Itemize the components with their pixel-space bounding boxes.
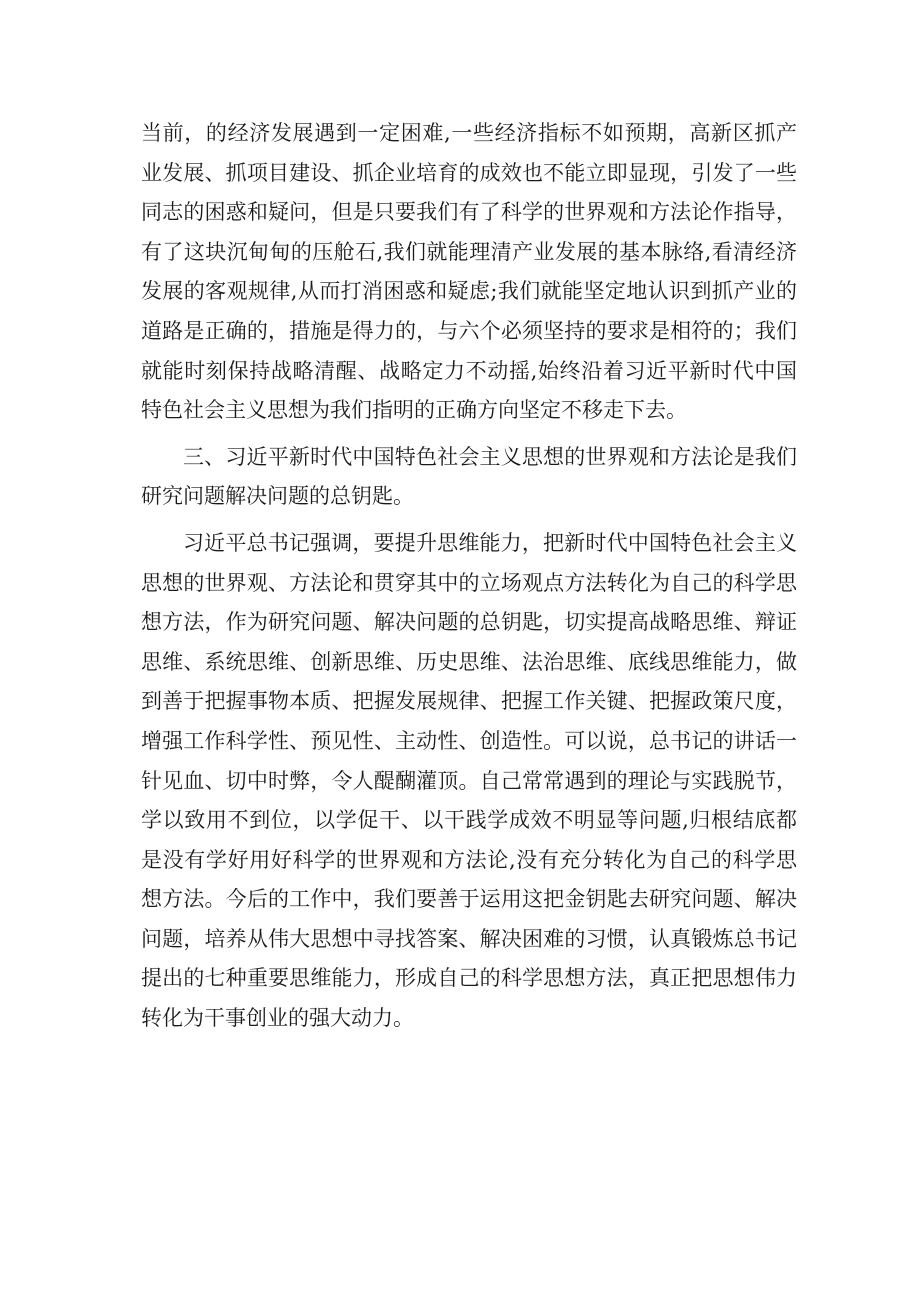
paragraph-economy: 当前，的经济发展遇到一定困难,一些经济指标不如预期，高新区抓产业发展、抓项目建设、抓企业培育的成效也不能立即显现，引发了一些同志的困惑和疑问，但是只要我们有了科学的世界观和方法论作指导，有了这块沉甸甸的压舱石,我们就能理清产业发展的基本脉络,看清经济发展的客观规律,从而打消困惑和疑虑;我们就能坚定地认识到抓产业的道路是正确的，措施是得力的，与六个必须坚持的要求是相符的；我们就能时刻保持战略清醒、战略定力不动摇,始终沿着习近平新时代中国特色社会主义思想为我们指明的正确方向坚定不移走下去。 [141,121,797,423]
paragraph-thinking-ability: 习近平总书记强调，要提升思维能力，把新时代中国特色社会主义思想的世界观、方法论和贯穿其中的立场观点方法转化为自己的科学思想方法，作为研究问题、解决问题的总钥匙，切实提高战略思维、辩证思维、系统思维、创新思维、历史思维、法治思维、底线思维能力，做到善于把握事物本质、把握发展规律、把握工作关键、把握政策尺度，增强工作科学性、预见性、主动性、创造性。可以说，总书记的讲话一针见血、切中时弊，令人醍醐灌顶。自己常常遇到的理论与实践脱节，学以致用不到位，以学促干、以干践学成效不明显等问题,归根结底都是没有学好用好科学的世界观和方法论,没有充分转化为自己的科学思想方法。今后的工作中，我们要善于运用这把金钥匙去研究问题、解决问题，培养从伟大思想中寻找答案、解决困难的习惯，认真锻炼总书记提出的七种重要思维能力，形成自己的科学思想方法，真正把思想伟力转化为干事创业的强大动力。 [141,530,797,1031]
document-body [141,114,797,1039]
section-heading-three: 三、习近平新时代中国特色社会主义思想的世界观和方法论是我们研究问题解决问题的总钥匙。 [141,444,797,509]
